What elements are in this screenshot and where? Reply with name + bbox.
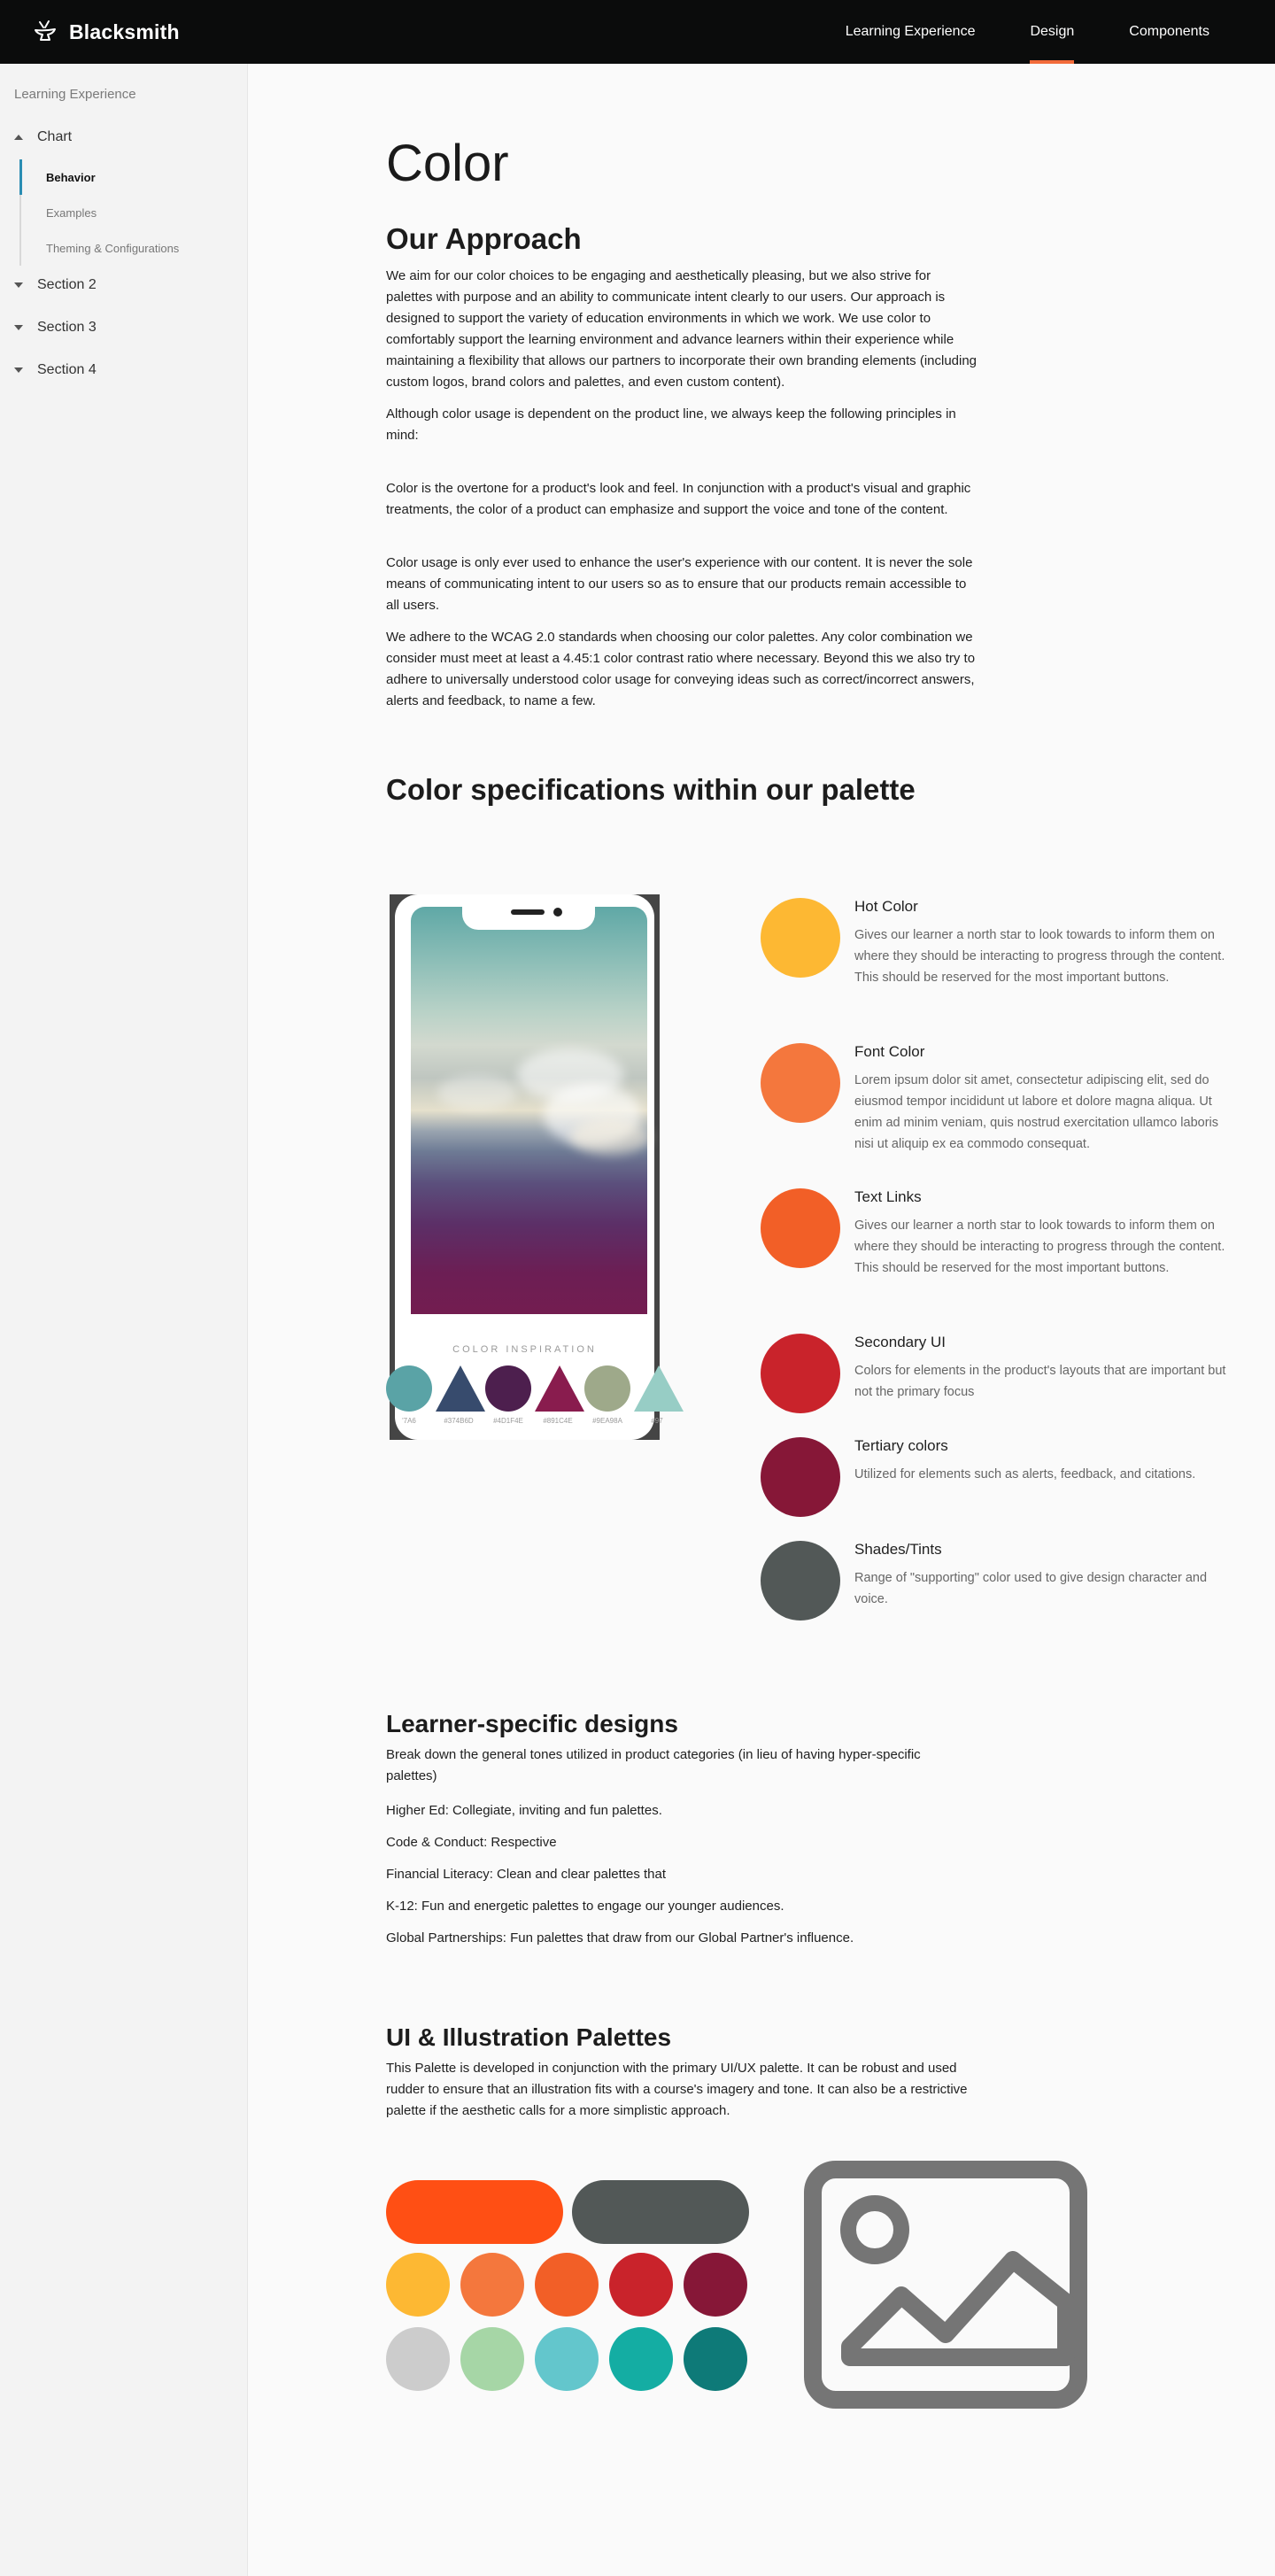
caret-up-icon	[14, 135, 23, 140]
palette-circle-swatch	[460, 2327, 524, 2391]
palette-circle-swatch	[684, 2327, 747, 2391]
palettes-heading: UI & Illustration Palettes	[386, 2023, 672, 2051]
caret-down-icon	[14, 282, 23, 288]
color-swatch-dot	[761, 1437, 840, 1517]
principle-paragraph-2: Color usage is only ever used to enhance the user's experience with our content. It is never the sole means of communicating intent to our users so as to ensure that our products remain accessible to all users.	[386, 555, 973, 613]
phone-mockup	[390, 894, 663, 1440]
caret-down-icon	[14, 325, 23, 330]
list-item: Code & Conduct: Respective	[386, 1835, 557, 1850]
brand-name: Blacksmith	[69, 19, 180, 43]
anvil-logo-icon	[32, 19, 58, 45]
palette-circle-swatch	[609, 2253, 673, 2317]
palette-circle-swatch	[535, 2327, 599, 2391]
color-description: Range of "supporting" color used to give design character and voice.	[854, 1571, 1208, 1606]
inspiration-swatch-triangle	[634, 1365, 684, 1412]
color-description: Colors for elements in the product's layouts that are important but not the primary focus	[854, 1364, 1226, 1399]
color-name: Secondary UI	[854, 1334, 946, 1350]
sidebar-section-label: Section 2	[37, 277, 97, 292]
approach-paragraph-2: Although color usage is dependent on the product line, we always keep the following principles in mind:	[386, 406, 956, 443]
swatch-hex-label: #374B6D	[444, 1417, 474, 1425]
palette-circle-swatch	[684, 2253, 747, 2317]
palette-circle-swatch	[609, 2327, 673, 2391]
sidebar-item-theming[interactable]: Theming & Configurations	[46, 241, 180, 255]
top-navigation-bar	[0, 0, 1275, 64]
color-name: Tertiary colors	[854, 1437, 948, 1454]
camera-icon	[553, 908, 562, 917]
sidebar-section-chart[interactable]	[14, 129, 72, 145]
sidebar-item-behavior[interactable]: Behavior	[21, 159, 179, 195]
approach-paragraph-1: We aim for our color choices to be engaging and aesthetically pleasing, but we also strive for palettes with purpose and an ability to communicate intent clearly to our users. Our approach is designed to support the variety of education environments in which we work. We use color to comfortably support the learning environment and advance learners within their experience while maintaining a flexibility that allows our partners to incorporate their own branding elements (including custom logos, brand colors and palettes, and even custom content).	[386, 268, 978, 390]
inspiration-swatches	[402, 1364, 663, 1435]
approach-heading: Our Approach	[386, 222, 582, 255]
palette-circle-swatch	[386, 2327, 450, 2391]
inspiration-swatch-circle	[485, 1365, 531, 1412]
inspiration-swatch-circle	[386, 1365, 432, 1412]
swatch-hex-label: #4D1F4E	[493, 1417, 523, 1425]
swatch-hex-label: '7A6	[402, 1417, 416, 1425]
palettes-intro: This Palette is developed in conjunction with the primary UI/UX palette. It can be robust and used rudder to ensure that an illustration fits with a course's imagery and tone. It can also be a restrictive palette if the aesthetic calls for a more simplistic approach.	[386, 2061, 968, 2118]
color-inspiration-label: COLOR INSPIRATION	[452, 1344, 597, 1355]
swatch-hex-label: #9EA98A	[592, 1417, 622, 1425]
color-swatch-dot	[761, 898, 840, 978]
color-description: Gives our learner a north star to look towards to inform them on where they should be interacting to progress through the content. This should be reserved for the most important buttons.	[854, 1218, 1225, 1275]
list-item: Higher Ed: Collegiate, inviting and fun palettes.	[386, 1803, 662, 1818]
sidebar-section-4[interactable]	[14, 362, 97, 378]
color-swatch-dot	[761, 1188, 840, 1268]
swatch-hex-label: #891C4E	[543, 1417, 573, 1425]
color-swatch-dot	[761, 1541, 840, 1621]
sidebar	[0, 64, 248, 2576]
phone-body	[395, 894, 663, 1440]
sidebar-section-label: Section 3	[37, 320, 97, 335]
sidebar-section-3[interactable]	[14, 320, 97, 336]
principle-paragraph-3: We adhere to the WCAG 2.0 standards when choosing our color palettes. Any color combination we consider must meet at least a 4.45:1 color contrast ratio where necessary. Beyond this we also try to adhere to universally understood color usage for conveying ideas such as correct/incorrect answers, alerts and feedback, to name a few.	[386, 630, 976, 708]
color-swatch-dot	[761, 1334, 840, 1413]
palette-circle-swatch	[535, 2253, 599, 2317]
nav-learning-experience[interactable]: Learning Experience	[845, 24, 976, 39]
inspiration-photo	[411, 907, 647, 1314]
palette-pill-swatch	[572, 2180, 749, 2244]
principle-paragraph-1: Color is the overtone for a product's look and feel. In conjunction with a product's visual and graphic treatments, the color of a product can emphasize and support the voice and tone of the content.	[386, 481, 971, 517]
list-item: Global Partnerships: Fun palettes that draw from our Global Partner's influence.	[386, 1930, 854, 1946]
palette-circle-swatch	[386, 2253, 450, 2317]
palette-circle-swatch	[460, 2253, 524, 2317]
inspiration-swatch-triangle	[535, 1365, 584, 1412]
speaker-icon	[511, 909, 545, 915]
list-item: K-12: Fun and energetic palettes to engage our younger audiences.	[386, 1899, 784, 1914]
sidebar-section-label: Section 4	[37, 362, 97, 377]
color-swatch-dot	[761, 1043, 840, 1123]
color-name: Hot Color	[854, 898, 918, 915]
color-name: Font Color	[854, 1043, 925, 1060]
color-description: Gives our learner a north star to look towards to inform them on where they should be interacting to progress through the content. This should be reserved for the most important buttons.	[854, 928, 1225, 985]
brand-home-link[interactable]	[32, 16, 180, 48]
palette-pill-swatch	[386, 2180, 563, 2244]
sidebar-item-examples[interactable]: Examples	[46, 205, 97, 220]
chart-subnav	[19, 159, 179, 266]
nav-components[interactable]: Components	[1129, 24, 1209, 39]
image-placeholder-icon	[804, 2161, 1087, 2409]
color-description: Lorem ipsum dolor sit amet, consectetur adipiscing elit, sed do eiusmod tempor incididunt ut labore et dolore magna aliqua. Ut enim ad minim veniam, quis nostrud exercitation ullamco laboris nisi ut aliquip ex ea commodo consequat.	[854, 1073, 1219, 1151]
swatch-hex-label: #97	[651, 1417, 663, 1425]
sidebar-header: Learning Experience	[14, 87, 136, 102]
caret-down-icon	[14, 367, 23, 373]
nav-design[interactable]: Design	[1010, 0, 1093, 64]
phone-notch	[462, 894, 595, 930]
inspiration-swatch-circle	[584, 1365, 630, 1412]
page-title: Color	[386, 135, 509, 192]
list-item: Financial Literacy: Clean and clear palettes that	[386, 1867, 667, 1882]
color-description: Utilized for elements such as alerts, feedback, and citations.	[854, 1467, 1196, 1481]
inspiration-swatch-triangle	[436, 1365, 485, 1412]
learner-intro: Break down the general tones utilized in product categories (in lieu of having hyper-specific palettes)	[386, 1747, 921, 1783]
sidebar-section-2[interactable]	[14, 277, 97, 293]
main-nav	[826, 0, 1229, 64]
color-name: Text Links	[854, 1188, 922, 1205]
color-name: Shades/Tints	[854, 1541, 942, 1558]
learner-heading: Learner-specific designs	[386, 1710, 678, 1737]
sidebar-section-label: Chart	[37, 129, 73, 144]
specs-heading: Color specifications within our palette	[386, 773, 916, 806]
